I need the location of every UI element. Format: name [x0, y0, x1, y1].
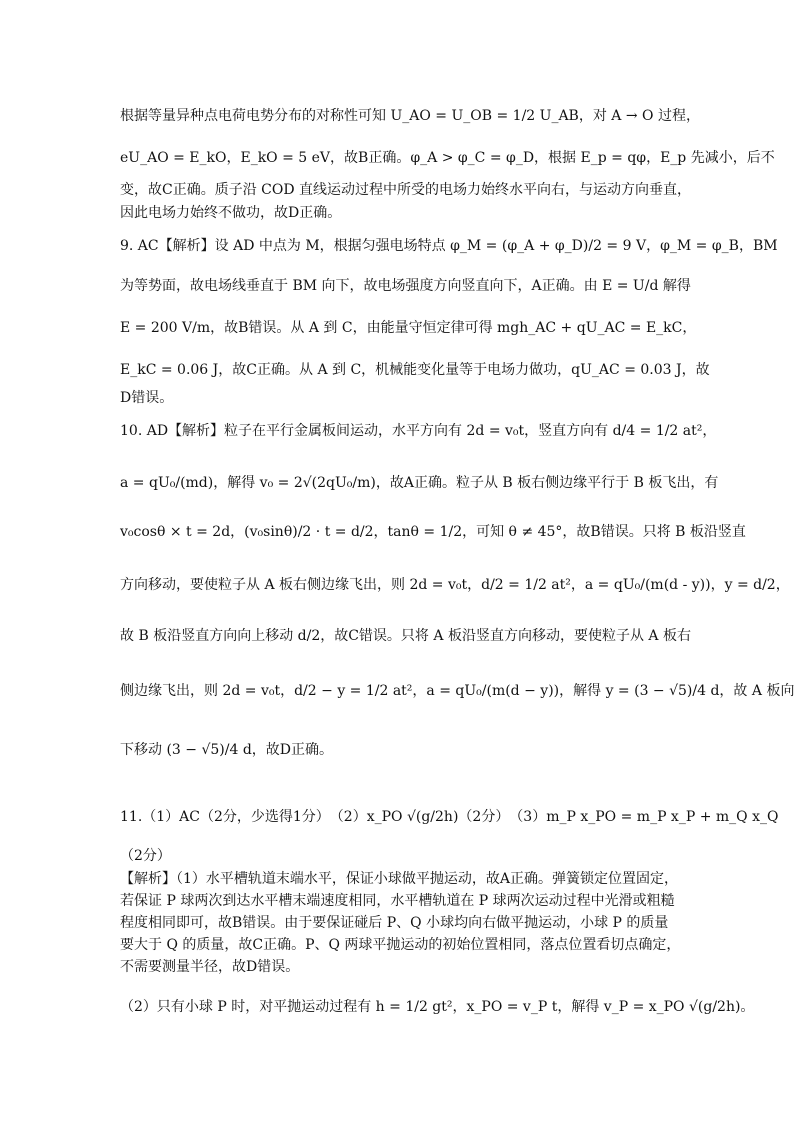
text-line-23: 不需要测量半径，故D错误。	[120, 959, 300, 975]
text-line-3: 变，故C正确。质子沿 COD 直线运动过程中所受的电场力始终水平向右，与运动方向垂直，	[120, 182, 692, 198]
text-line-15: 侧边缘飞出，则 2d = v₀t，d/2 − y = 1/2 at²，a = qU₀/(m(d − y))，解得 y = (3 − √5)/4 d，故 A 板向	[120, 683, 794, 699]
text-line-21: 程度相同即可，故B错误。由于要保证碰后 P、Q 小球均向右做平抛运动，小球 P 的质量	[120, 915, 669, 931]
text-line-7: E = 200 V/m，故B错误。从 A 到 C，由能量守恒定律可得 mgh_AC + qU_AC = E_kC，	[120, 320, 697, 336]
text-line-4: 因此电场力始终不做功，故D正确。	[120, 205, 342, 221]
text-line-22: 要大于 Q 的质量，故C正确。P、Q 两球平抛运动的初始位置相同，落点位置看切点确定，	[120, 937, 681, 953]
text-line-2: eU_AO = E_kO，E_kO = 5 eV，故B正确。φ_A > φ_C = φ_D，根据 E_p = qφ，E_p 先减小，后不	[120, 150, 775, 166]
text-line-13: 方向移动，要使粒子从 A 板右侧边缘飞出，则 2d = v₀t，d/2 = 1/2 at²，a = qU₀/(m(d - y))，y = d/2，	[120, 577, 790, 593]
text-line-24: （2）只有小球 P 时，对平抛运动过程有 h = 1/2 gt²，x_PO = v_P t，解得 v_P = x_PO √(g/2h)。	[120, 999, 755, 1015]
text-line-19: 【解析】（1）水平槽轨道末端水平，保证小球做平抛运动，故A正确。弹簧锁定位置固定，	[120, 871, 679, 887]
text-line-16: 下移动 (3 − √5)/4 d，故D正确。	[120, 742, 334, 758]
text-line-20: 若保证 P 球两次到达水平槽末端速度相同，水平槽轨道在 P 球两次运动过程中光滑或粗糙	[120, 893, 675, 909]
text-line-1: 根据等量异种点电荷电势分布的对称性可知 U_AO = U_OB = 1/2 U_AB，对 A → O 过程，	[120, 108, 700, 124]
text-line-14: 故 B 板沿竖直方向向上移动 d/2，故C错误。只将 A 板沿竖直方向移动，要使粒子从 A 板右	[120, 628, 691, 644]
text-line-18: （2分）	[120, 848, 171, 864]
text-line-9: D错误。	[120, 390, 174, 406]
text-line-12: v₀cosθ × t = 2d，(v₀sinθ)/2 · t = d/2，tanθ = 1/2，可知 θ ≠ 45°，故B错误。只将 B 板沿竖直	[120, 524, 746, 540]
text-line-11: a = qU₀/(md)，解得 v₀ = 2√(2qU₀/m)，故A正确。粒子从 B 板右侧边缘平行于 B 板飞出，有	[120, 475, 719, 491]
text-line-17: 11.（1）AC（2分，少选得1分） （2）x_PO √(g/2h)（2分） （3）m_P x_PO = m_P x_P + m_Q x_Q	[120, 809, 779, 825]
text-line-8: E_kC = 0.06 J，故C正确。从 A 到 C，机械能变化量等于电场力做功，qU_AC = 0.03 J，故	[120, 362, 710, 378]
text-line-10: 10. AD【解析】粒子在平行金属板间运动，水平方向有 2d = v₀t，竖直方向有 d/4 = 1/2 at²，	[120, 423, 717, 439]
text-line-6: 为等势面，故电场线垂直于 BM 向下，故电场强度方向竖直向下，A正确。由 E = U/d 解得	[120, 278, 691, 294]
text-line-5: 9. AC【解析】设 AD 中点为 M，根据匀强电场特点 φ_M = (φ_A + φ_D)/2 = 9 V，φ_M = φ_B，BM	[120, 238, 778, 254]
